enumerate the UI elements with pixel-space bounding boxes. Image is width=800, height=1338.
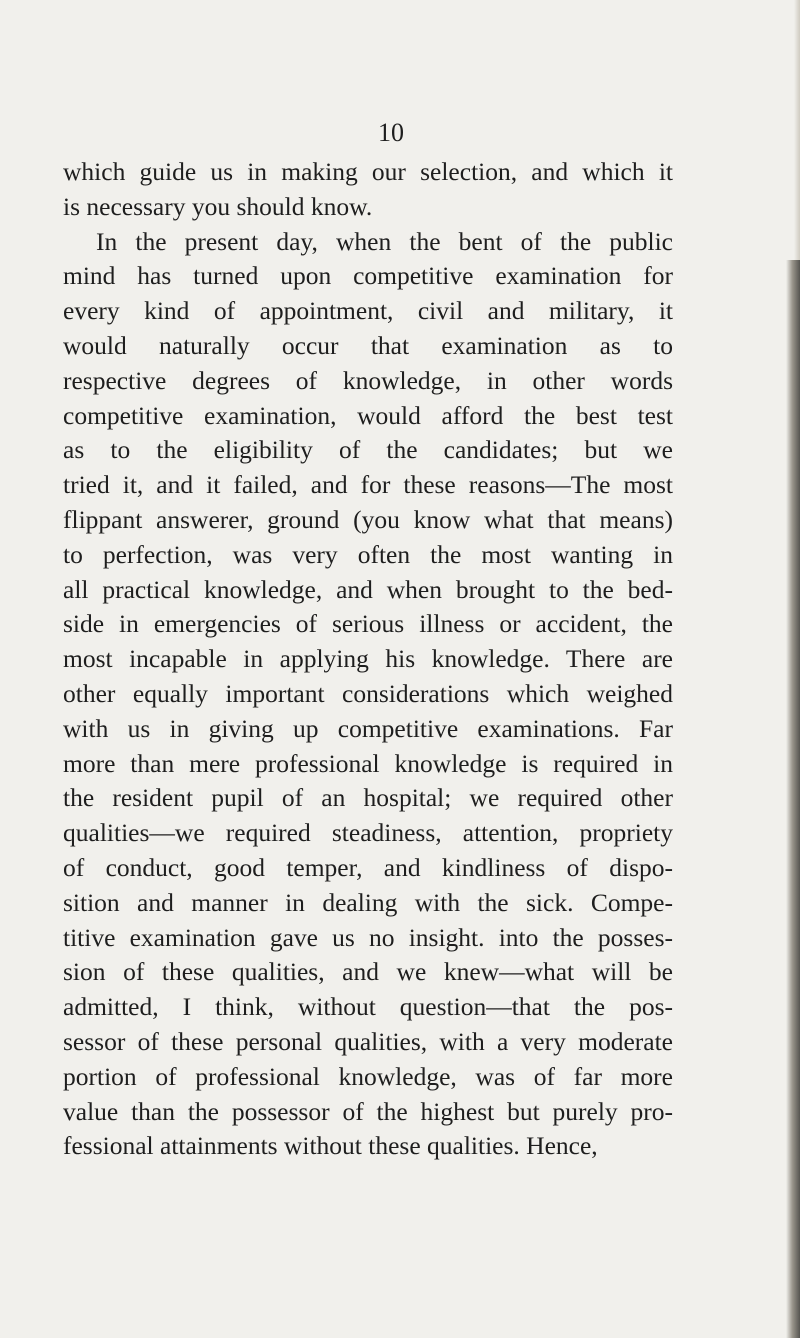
text-line: sion of these qualities, and we knew—what will be (63, 957, 673, 987)
text-line: the resident pupil of an hospital; we required other (63, 783, 673, 813)
text-line: portion of professional knowledge, was of far more (63, 1061, 673, 1091)
text-line: which guide us in making our selection, and which it (63, 157, 673, 186)
text-line: all practical knowledge, and when brought to the bed- (63, 574, 673, 604)
text-line: competitive examination, would afford the best test (63, 400, 673, 430)
text-line: flippant answerer, ground (you know what that means) (63, 504, 673, 534)
body-text (63, 155, 673, 1164)
text-line: with us in giving up competitive examinations. Far (63, 713, 673, 743)
text-line: of conduct, good temper, and kindliness of dispo- (63, 852, 673, 882)
text-line: tried it, and it failed, and for these reasons—The most (63, 470, 673, 500)
text-line: every kind of appointment, civil and military, it (63, 296, 673, 326)
text-line: side in emergencies of serious illness or accident, the (63, 609, 673, 639)
text-line: respective degrees of knowledge, in other words (63, 365, 673, 395)
text-line: sition and manner in dealing with the sick. Compe- (63, 887, 673, 917)
text-line: titive examination gave us no insight. into the posses- (63, 922, 673, 952)
text-line: fessional attainments without these qualities. Hence, (63, 1131, 598, 1161)
text-line: In the present day, when the bent of the public (96, 226, 673, 256)
page-edge-shadow (786, 260, 800, 1338)
page-number: 10 (378, 118, 404, 147)
text-line: value than the possessor of the highest but purely pro- (63, 1096, 673, 1126)
text-line: more than mere professional knowledge is required in (63, 748, 673, 778)
text-line: most incapable in applying his knowledge. There are (63, 644, 673, 674)
text-line: as to the eligibility of the candidates; but we (63, 435, 673, 465)
text-line: would naturally occur that examination as to (63, 330, 673, 360)
text-line: sessor of these personal qualities, with a very moderate (63, 1026, 673, 1056)
text-line: qualities—we required steadiness, attention, propriety (63, 818, 673, 848)
text-line: admitted, I think, without question—that the pos- (63, 992, 673, 1022)
text-line: other equally important considerations which weighed (63, 678, 673, 708)
text-line: is necessary you should know. (63, 191, 373, 221)
text-line: to perfection, was very often the most wanting in (63, 539, 673, 569)
page-edge-shadow-top (794, 0, 800, 260)
text-line: mind has turned upon competitive examination for (63, 261, 673, 291)
